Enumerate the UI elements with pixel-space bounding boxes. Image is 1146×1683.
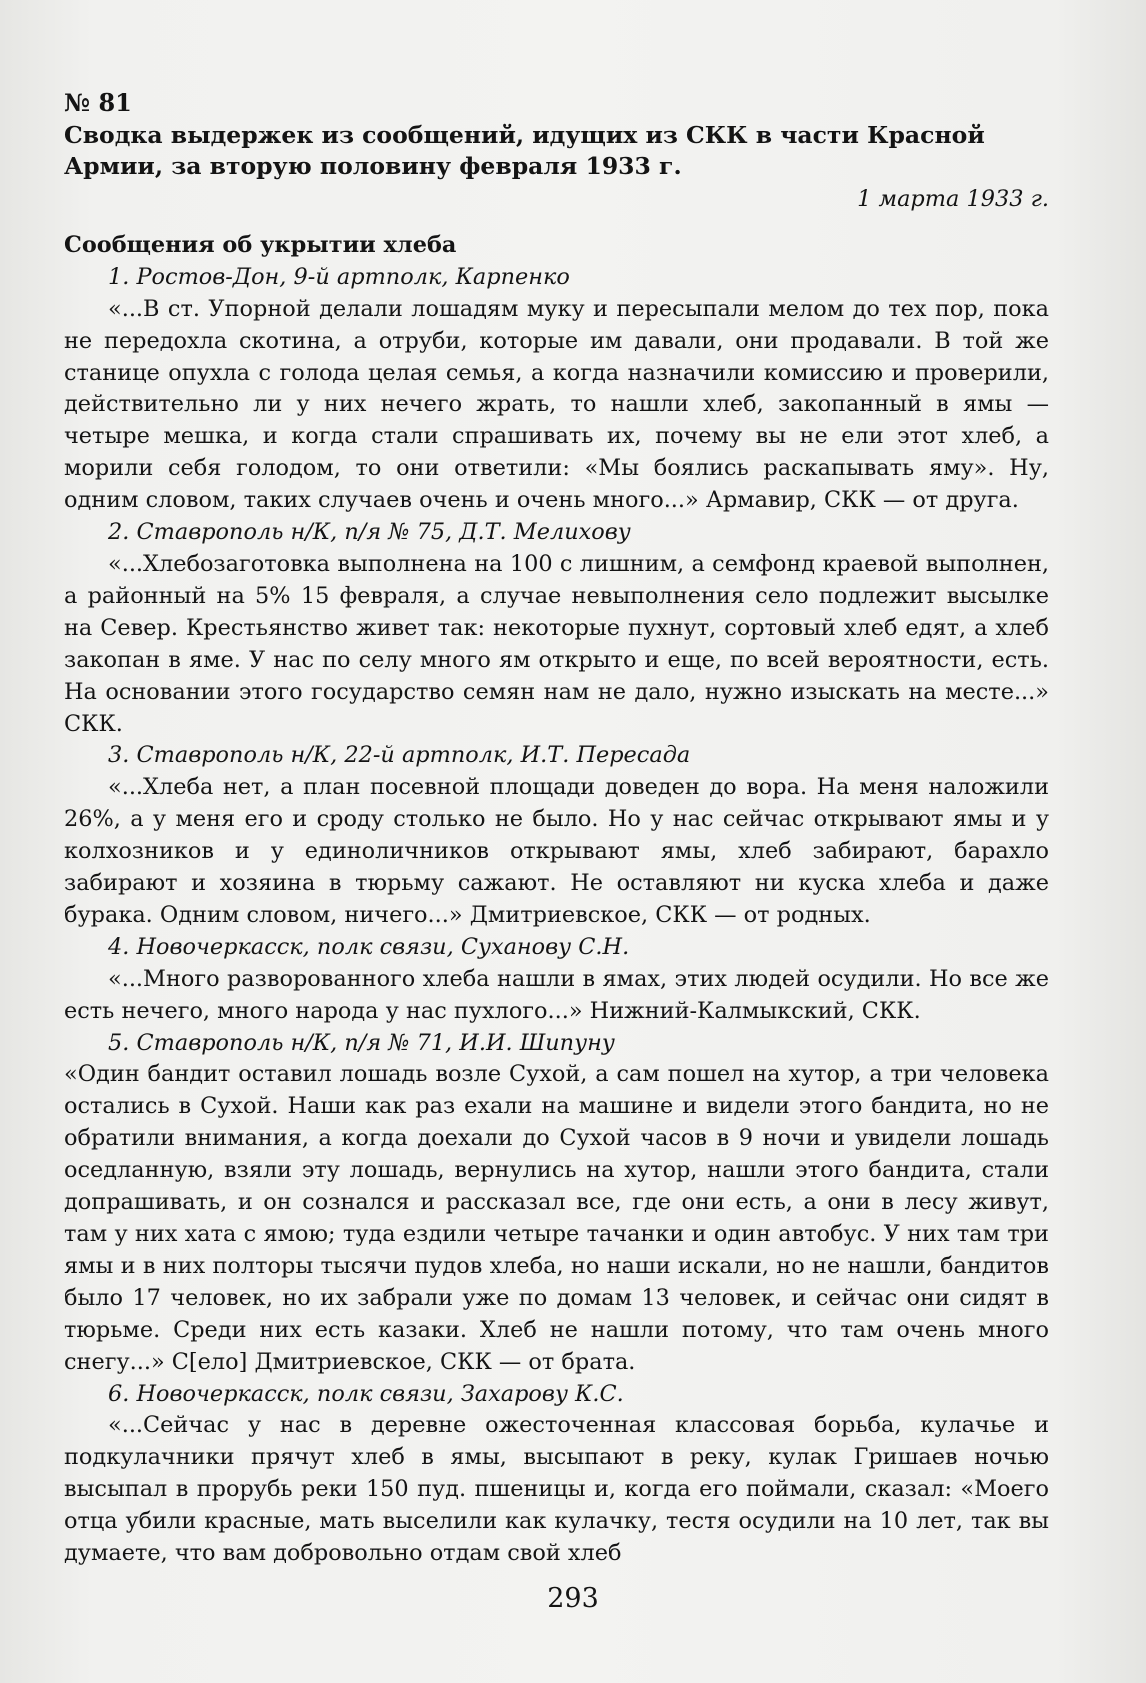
document-date: 1 марта 1933 г. [857, 186, 1049, 212]
entry-source: 2. Ставрополь н/К, п/я № 75, Д.Т. Мелихову [108, 519, 631, 546]
entry-text: «...Сейчас у нас в деревне ожесточенная классовая борьба, кулачье и подкулачники прячут хлеб в ямы, высыпают в реку, кулак Гришаев ночью высыпал в прорубь реки 150 пуд. пшеницы и, когда его поймали, сказал: «Моего отца убили красные, мать выселили как кулачку, тестя осудили на 10 лет, так вы думаете, что вам добровольно отдам свой хлеб [64, 1412, 1049, 1567]
entry-source: 3. Ставрополь н/К, 22-й артполк, И.Т. Пересада [108, 742, 691, 769]
document-body [64, 86, 1049, 1570]
entry-source: 4. Новочеркасск, полк связи, Суханову С.Н. [108, 933, 630, 960]
section-heading: Сообщения об укрытии хлеба [64, 231, 457, 258]
entry-text: «Один бандит оставил лошадь возле Сухой, а сам пошел на хутор, а три человека остались в Сухой. Наши как раз ехали на машине и видели этого бандита, но не обратили внимания, а когда доехали до Сухой часов в 9 ночи и увидели лошадь оседланную, взяли эту лошадь, вернулись на хутор, нашли этого бандита, стали допрашивать, и он сознался и рассказал все, где они есть, а они в лесу живут, там у них хата с ямою; туда ездили четыре тачанки и один автобус. У них там три ямы и в них полторы тысячи пудов хлеба, но наши искали, но не нашли, бандитов было 17 человек, но их забрали уже по домам 13 человек, и сейчас они сидят в тюрьме. Среди них есть казаки. Хлеб не нашли потому, что там очень много снегу...» С[ело] Дмитриевское, СКК — от брата. [64, 1061, 1049, 1375]
page-number: 293 [547, 1583, 599, 1614]
document-title: Сводка выдержек из сообщений, идущих из СКК в части Красной Армии, за вторую половину февраля 1933 г. [64, 121, 985, 180]
entry-text: «...Хлеба нет, а план посевной площади доведен до вора. На меня наложили 26%, а у меня его и сроду столько не было. Но у нас сейчас открывают ямы и у колхозников и у единоличников открывают ямы, хлеб забирают, барахло забирают и хозяина в тюрьму сажают. Не оставляют ни куска хлеба и даже бурака. Одним словом, ничего...» Дмитриевское, СКК — от родных. [64, 774, 1049, 928]
entry-text: «...В ст. Упорной делали лошадям муку и пересыпали мелом до тех пор, пока не передохла скотина, а отруби, которые им давали, они продавали. В той же станице опухла с голода целая семья, а когда назначили комиссию и проверили, действительно ли у них нечего жрать, то нашли хлеб, закопанный в ямы — четыре мешка, и когда стали спрашивать их, почему вы не ели этот хлеб, а морили себя голодом, то они ответили: «Мы боялись раскапывать яму». Ну, одним словом, таких случаев очень и очень много...» Армавир, СКК — от друга. [64, 295, 1049, 514]
entry-text: «...Много разворованного хлеба нашли в ямах, этих людей осудили. Но все же есть нечего, много народа у нас пухлого...» Нижний-Калмыкский, СКК. [64, 965, 1049, 1024]
entry-source: 5. Ставрополь н/К, п/я № 71, И.И. Шипуну [108, 1029, 615, 1056]
entry-text: «...Хлебозаготовка выполнена на 100 с лишним, а семфонд краевой выполнен, а районный на 5% 15 февраля, а случае невыполнения село подлежит высылке на Север. Крестьянство живет так: некоторые пухнут, сортовый хлеб едят, а хлеб закопан в яме. У нас по селу много ям открыто и еще, по всей вероятности, есть. На основании этого государство семян нам не дало, нужно изыскать на месте...» СКК. [64, 550, 1049, 737]
entry-source: 1. Ростов-Дон, 9-й артполк, Карпенко [108, 263, 570, 290]
document-number: № 81 [64, 88, 132, 117]
entry-source: 6. Новочеркасск, полк связи, Захарову К.С. [108, 1380, 624, 1407]
